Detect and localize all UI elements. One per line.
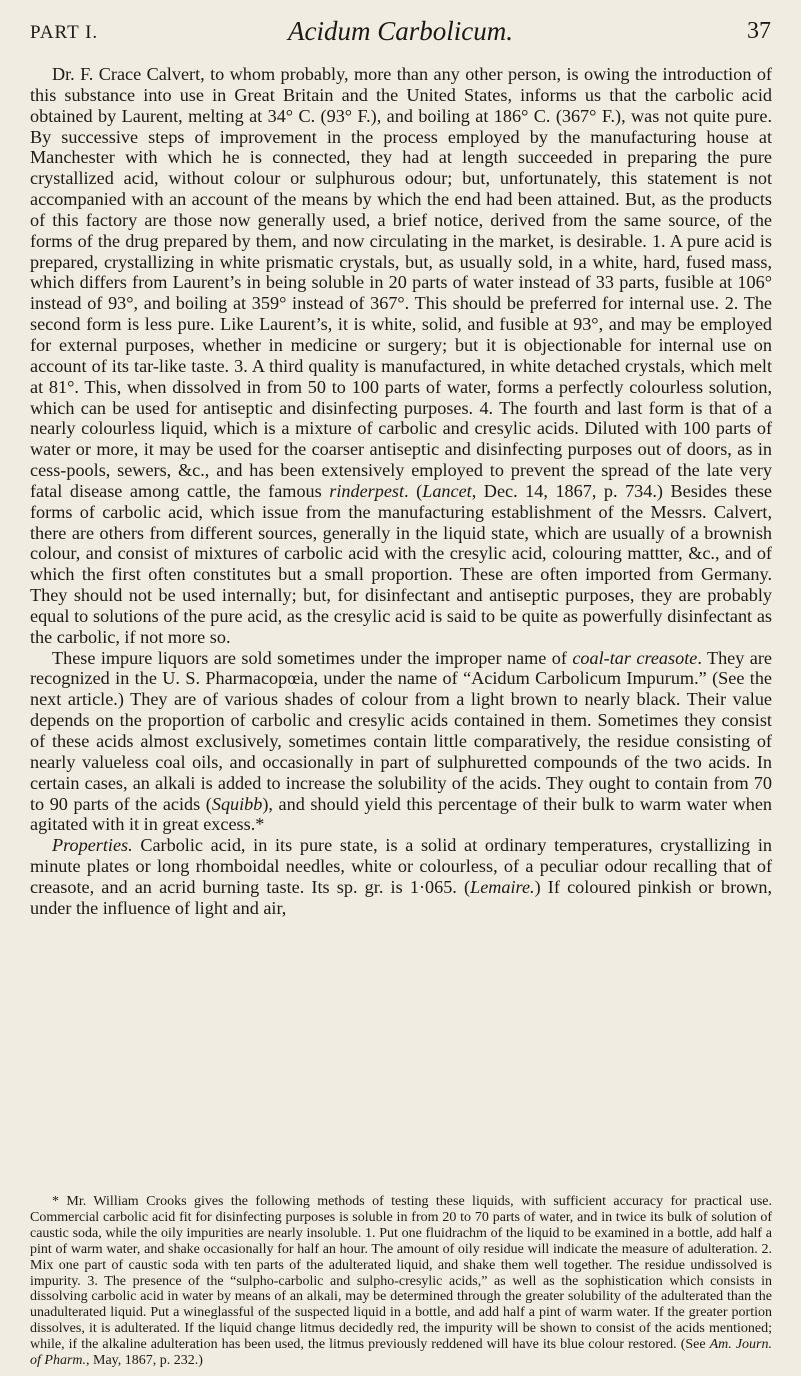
main-text xyxy=(30,64,772,919)
footnote xyxy=(30,1194,772,1369)
page-title: Acidum Carbolicum. xyxy=(288,16,513,46)
paragraph-properties: Properties. Carbolic acid, in its pure state, is a solid at ordinary temperatures, crystallizing in minute plates or long rhomboidal needles, white or colourless, of a peculiar odour recalling that of creasote, and an acrid burning taste. Its sp. gr. is 1·065. (Lemaire.) If coloured pinkish or brown, under the influence of light and air, xyxy=(30,835,772,918)
footnote-text: * Mr. William Crooks gives the following methods of testing these liquids, with sufficient accuracy for practical use. Commercial carbolic acid fit for disinfecting purposes is soluble in from 20 to 70 parts of water, and in twice its bulk of solution of caustic soda, while the oily impurities are nearly insoluble. 1. Put one fluidrachm of the liquid to be examined in a bottle, add half a pint of warm water, and shake occasionally for half an hour. The amount of oily residue will indicate the measure of adulteration. 2. Mix one part of caustic soda with ten parts of the adulterated liquid, and shake them well together. The residue undissolved is impurity. 3. The presence of the “sulpho-carbolic and sulpho-cresylic acids,” as well as the sophistication which consists in dissolving carbolic acid in water by means of an alkali, may be determined through the greater solubility of the adulterated than the unadulterated liquid. Put a wineglassful of the suspected liquid in a bottle, and add half a pint of warm water. If the greater portion dissolves, it is adulterated. If the liquid change litmus decidedly red, the impurity will be shown to consist of the acids mentioned; while, if the alkaline adulteration has been used, the litmus previously reddened will have its blue colour restored. (See Am. Journ. of Pharm., May, 1867, p. 232.) xyxy=(30,1194,772,1369)
paragraph-impure-liquors: These impure liquors are sold sometimes under the improper name of coal-tar creasote. They are recognized in the U. S. Pharmacopœia, under the name of “Acidum Carbolicum Impurum.” (See the next article.) They are of various shades of colour from a light brown to nearly black. Their value depends on the proportion of carbolic and cresylic acids contained in them. Sometimes they consist of these acids almost exclusively, sometimes contain little comparatively, the residue consisting of nearly valueless coal oils, and occasionally in part of sulphuretted compounds of the two acids. In certain cases, an alkali is added to increase the solubility of the acids. They ought to contain from 70 to 90 parts of the acids (Squibb), and should yield this percentage of their bulk to warm water when agitated with it in great excess.* xyxy=(30,647,773,835)
part-label: PART I. xyxy=(30,22,99,43)
running-header xyxy=(30,16,771,48)
paragraph-calvert: Dr. F. Crace Calvert, to whom probably, more than any other person, is owing the introduction of this substance into use in Great Britain and the United States, informs us that the carbolic acid obtained by Laurent, melting at 34° C. (93° F.), and boiling at 186° C. (367° F.), was not quite pure. By successive steps of improvement in the process employed by the manufacturing house at Manchester with which he is connected, they had at length succeeded in preparing the pure crystallized acid, without colour or sulphurous odour; but, unfortunately, this statement is not accompanied with an account of the means by which the end had been attained. But, as the products of this factory are those now generally used, a brief notice, derived from the same source, of the forms of the drug prepared by them, and now circulating in the market, is desirable. 1. A pure acid is prepared, crystallizing in white prismatic crystals, but, as usually sold, in a white, hard, fused mass, which differs from Laurent’s in being soluble in 20 parts of water instead of 33 parts, fusible at 106° instead of 93°, and boiling at 359° instead of 367°. This should be preferred for internal use. 2. The second form is less pure. Like Laurent’s, it is white, solid, and fusible at 93°, and may be employed for external purposes, whether in medicine or surgery; but it is objectionable for internal use on account of its tar-like taste. 3. A third quality is manufactured, in white detached crystals, which melt at 81°. This, when dissolved in from 50 to 100 parts of water, forms a perfectly colourless solution, which can be used for antiseptic and disinfecting purposes. 4. The fourth and last form is that of a nearly colourless liquid, which is a mixture of carbolic and cresylic acids. Diluted with 100 parts of water or more, it may be used for the coarser antiseptic and disinfecting purposes out of doors, as in cess-pools, sewers, &c., and has been extensively employed to prevent the spread of the late very fatal disease among cattle, the famous rinderpest. (Lancet, Dec. 14, 1867, p. 734.) Besides these forms of carbolic acid, which issue from the manufacturing establishment of the Messrs. Calvert, there are others from different sources, generally in the liquid state, which are usually of a brownish colour, and consist of mixtures of carbolic acid with the cresylic acid, colouring mattter, &c., and of which the first often constitutes but a small proportion. These are often imported from Germany. They should not be used internally; but, for disinfectant and antiseptic purposes, they are probably equal to solutions of the pure acid, as the cresylic acid is said to be quite as powerfully disinfectant as the carbolic, if not more so. xyxy=(30,64,773,647)
page-number: 37 xyxy=(747,18,771,44)
section-heading-properties: Properties. xyxy=(52,835,133,856)
